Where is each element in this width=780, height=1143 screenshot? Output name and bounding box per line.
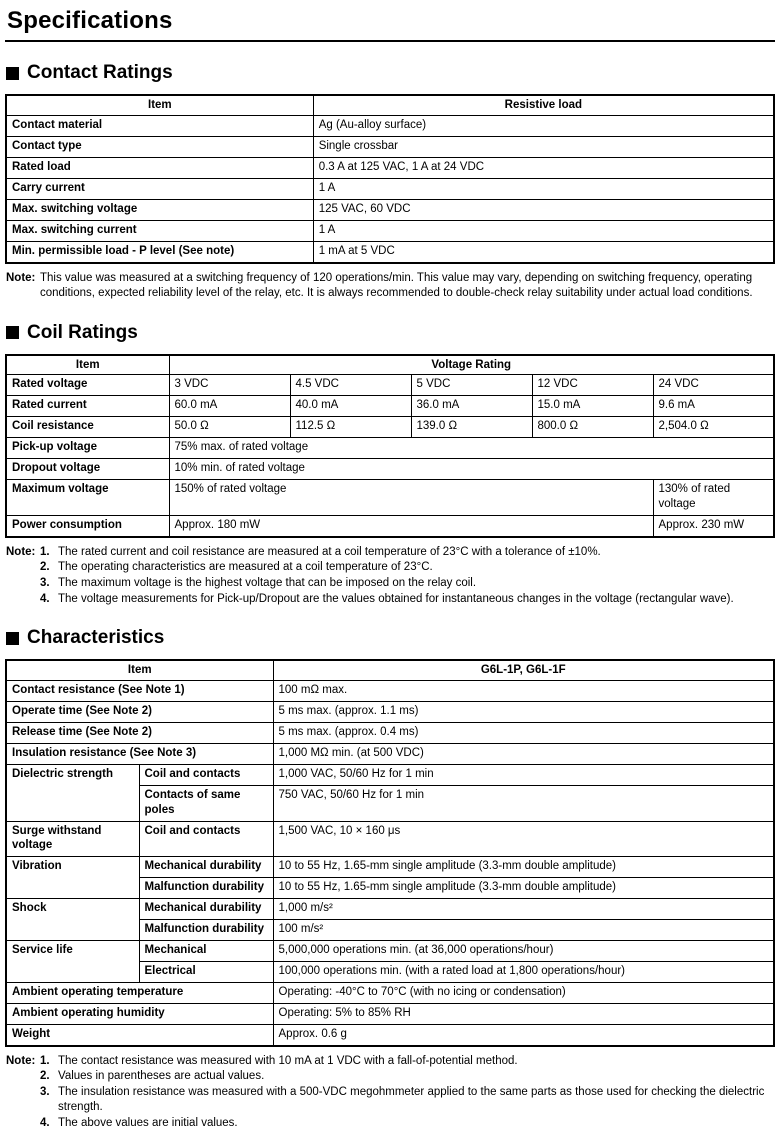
note-text: The maximum voltage is the highest voltage that can be imposed on the relay coil. [58, 577, 477, 589]
title-rule [5, 40, 775, 42]
item-cell: Dropout voltage [6, 459, 169, 480]
sub-item-cell: Mechanical durability [139, 857, 273, 878]
table-row [6, 743, 774, 764]
table-row [6, 220, 774, 241]
sub-item-cell: Coil and contacts [139, 821, 273, 857]
table-row [6, 899, 774, 920]
value-cell: 40.0 mA [290, 396, 411, 417]
value-cell: 100 m/s² [273, 920, 774, 941]
table-row [6, 438, 774, 459]
note-number: 2. [40, 561, 50, 574]
table-row [6, 983, 774, 1004]
note-text: The above values are initial values. [58, 1116, 238, 1129]
item-cell: Ambient operating temperature [6, 983, 273, 1004]
item-cell: Rated load [6, 157, 313, 178]
value-cell: 2,504.0 Ω [653, 417, 774, 438]
note-text: The rated current and coil resistance are measured at a coil temperature of 23°C with a tolerance of ±10%. [58, 545, 601, 558]
value-cell: 1 A [313, 220, 774, 241]
note-label: Note: [6, 1054, 36, 1067]
item-cell: Max. switching voltage [6, 199, 313, 220]
table-row [6, 375, 774, 396]
value-cell: 1,000 VAC, 50/60 Hz for 1 min [273, 764, 774, 785]
value-cell: 5 ms max. (approx. 0.4 ms) [273, 722, 774, 743]
value-cell: 10% min. of rated voltage [169, 459, 774, 480]
value-cell: Single crossbar [313, 136, 774, 157]
table-row [6, 241, 774, 262]
column-header-model: G6L-1P, G6L-1F [273, 660, 774, 680]
value-cell: 0.3 A at 125 VAC, 1 A at 24 VDC [313, 157, 774, 178]
coil-ratings-table [5, 354, 775, 538]
value-cell: Ag (Au-alloy surface) [313, 115, 774, 136]
table-row [6, 115, 774, 136]
item-cell: Surge withstand voltage [6, 821, 139, 857]
sub-item-cell: Malfunction durability [139, 920, 273, 941]
characteristics-table [5, 659, 775, 1047]
value-cell: 1,000 m/s² [273, 899, 774, 920]
value-cell: Approx. 0.6 g [273, 1024, 774, 1045]
note-item [40, 1085, 775, 1116]
sub-item-cell: Mechanical [139, 941, 273, 962]
value-cell: 24 VDC [653, 375, 774, 396]
table-row [6, 417, 774, 438]
contact-ratings-note [6, 271, 775, 302]
value-cell: 100,000 operations min. (with a rated load at 1,800 operations/hour) [273, 962, 774, 983]
table-row [6, 722, 774, 743]
note-number: 3. [40, 1085, 50, 1098]
value-cell: Operating: -40°C to 70°C (with no icing or condensation) [273, 983, 774, 1004]
value-cell: 10 to 55 Hz, 1.65-mm single amplitude (3.3-mm double amplitude) [273, 857, 774, 878]
value-cell: Approx. 180 mW [169, 516, 653, 537]
table-row [6, 459, 774, 480]
table-row [6, 857, 774, 878]
item-cell: Rated voltage [6, 375, 169, 396]
section-heading-label: Contact Ratings [27, 62, 173, 83]
column-header-item: Item [6, 660, 273, 680]
table-row [6, 178, 774, 199]
table-header-row [6, 95, 774, 115]
table-row [6, 396, 774, 417]
value-cell: 60.0 mA [169, 396, 290, 417]
note-number: 1. [40, 1054, 50, 1067]
value-cell: 10 to 55 Hz, 1.65-mm single amplitude (3.3-mm double amplitude) [273, 878, 774, 899]
value-cell: 150% of rated voltage [169, 480, 653, 516]
section-contact-ratings [5, 62, 775, 302]
column-header-voltage-rating: Voltage Rating [169, 355, 774, 375]
value-cell: 15.0 mA [532, 396, 653, 417]
note-item [40, 560, 775, 576]
table-row [6, 1003, 774, 1024]
table-row [6, 157, 774, 178]
note-item [40, 576, 775, 592]
column-header-resistive-load: Resistive load [313, 95, 774, 115]
section-heading-characteristics [6, 627, 775, 649]
note-item [40, 1116, 775, 1132]
note-item [40, 545, 775, 561]
item-cell: Carry current [6, 178, 313, 199]
note-item [40, 1069, 775, 1085]
value-cell: 139.0 Ω [411, 417, 532, 438]
value-cell: 12 VDC [532, 375, 653, 396]
item-cell: Pick-up voltage [6, 438, 169, 459]
item-cell: Operate time (See Note 2) [6, 701, 273, 722]
table-row [6, 701, 774, 722]
note-text: The operating characteristics are measured at a coil temperature of 23°C. [58, 561, 433, 574]
item-cell: Max. switching current [6, 220, 313, 241]
table-header-row [6, 660, 774, 680]
value-cell: Approx. 230 mW [653, 516, 774, 537]
note-text: The voltage measurements for Pick-up/Dropout are the values obtained for instantaneous changes in the voltage (rectangular wave). [58, 592, 734, 605]
value-cell: 9.6 mA [653, 396, 774, 417]
value-cell: 75% max. of rated voltage [169, 438, 774, 459]
value-cell: 36.0 mA [411, 396, 532, 417]
item-cell: Ambient operating humidity [6, 1003, 273, 1024]
value-cell: 5 VDC [411, 375, 532, 396]
section-heading-label: Characteristics [27, 627, 165, 649]
section-marker-icon [6, 632, 19, 645]
item-cell: Contact resistance (See Note 1) [6, 680, 273, 701]
item-cell: Power consumption [6, 516, 169, 537]
value-cell: 4.5 VDC [290, 375, 411, 396]
item-cell: Insulation resistance (See Note 3) [6, 743, 273, 764]
sub-item-cell: Mechanical durability [139, 899, 273, 920]
coil-ratings-notes [6, 545, 775, 607]
table-row [6, 516, 774, 537]
value-cell: 50.0 Ω [169, 417, 290, 438]
column-header-item: Item [6, 95, 313, 115]
sub-item-cell: Malfunction durability [139, 878, 273, 899]
note-text: Values in parentheses are actual values. [58, 1070, 265, 1083]
note-label: Note: [6, 545, 36, 558]
item-cell: Coil resistance [6, 417, 169, 438]
value-cell: 1 A [313, 178, 774, 199]
table-header-row [6, 355, 774, 375]
note-number: 3. [40, 577, 50, 589]
table-row [6, 136, 774, 157]
item-cell: Dielectric strength [6, 764, 139, 821]
item-cell: Contact type [6, 136, 313, 157]
note-number: 1. [40, 545, 50, 558]
table-row [6, 1024, 774, 1045]
value-cell: 1 mA at 5 VDC [313, 241, 774, 262]
sub-item-cell: Electrical [139, 962, 273, 983]
note-text: The insulation resistance was measured with a 500-VDC megohmmeter applied to the same parts as those used for checking the dielectric strength. [58, 1085, 765, 1114]
table-row [6, 821, 774, 857]
contact-ratings-table [5, 94, 775, 264]
note-number: 4. [40, 592, 50, 605]
value-cell: 5 ms max. (approx. 1.1 ms) [273, 701, 774, 722]
note-item [40, 1054, 775, 1070]
item-cell: Contact material [6, 115, 313, 136]
sub-item-cell: Coil and contacts [139, 764, 273, 785]
item-cell: Vibration [6, 857, 139, 899]
section-characteristics [5, 627, 775, 1131]
table-row [6, 480, 774, 516]
section-marker-icon [6, 326, 19, 339]
item-cell: Weight [6, 1024, 273, 1045]
item-cell: Maximum voltage [6, 480, 169, 516]
table-row [6, 680, 774, 701]
section-marker-icon [6, 67, 19, 80]
column-header-item: Item [6, 355, 169, 375]
page-title: Specifications [7, 7, 173, 34]
note-text: The contact resistance was measured with 10 mA at 1 VDC with a fall-of-potential method. [58, 1054, 518, 1067]
item-cell: Shock [6, 899, 139, 941]
item-cell: Rated current [6, 396, 169, 417]
table-row [6, 764, 774, 785]
note-number: 4. [40, 1116, 50, 1129]
value-cell: Operating: 5% to 85% RH [273, 1003, 774, 1024]
value-cell: 750 VAC, 50/60 Hz for 1 min [273, 785, 774, 821]
value-cell: 130% of rated voltage [653, 480, 774, 516]
value-cell: 100 mΩ max. [273, 680, 774, 701]
item-cell: Service life [6, 941, 139, 983]
note-item [40, 592, 775, 608]
section-heading-contact-ratings [6, 62, 775, 84]
value-cell: 1,000 MΩ min. (at 500 VDC) [273, 743, 774, 764]
item-cell: Min. permissible load - P level (See note) [6, 241, 313, 262]
section-heading-coil-ratings [6, 322, 775, 344]
characteristics-notes [6, 1054, 775, 1132]
table-row [6, 941, 774, 962]
table-row [6, 199, 774, 220]
value-cell: 3 VDC [169, 375, 290, 396]
value-cell: 5,000,000 operations min. (at 36,000 operations/hour) [273, 941, 774, 962]
item-cell: Release time (See Note 2) [6, 722, 273, 743]
sub-item-cell: Contacts of same poles [139, 785, 273, 821]
value-cell: 1,500 VAC, 10 × 160 μs [273, 821, 774, 857]
note-text: This value was measured at a switching frequency of 120 operations/min. This value may vary, depending on switching frequency, operating conditions, expected reliability level of the relay, etc. It is always recommended to double-check relay suitability under actual load conditions. [40, 271, 753, 300]
section-coil-ratings [5, 322, 775, 608]
note-number: 2. [40, 1070, 50, 1083]
note-label: Note: [6, 271, 36, 284]
value-cell: 125 VAC, 60 VDC [313, 199, 774, 220]
value-cell: 800.0 Ω [532, 417, 653, 438]
section-heading-label: Coil Ratings [27, 321, 138, 343]
value-cell: 112.5 Ω [290, 417, 411, 438]
